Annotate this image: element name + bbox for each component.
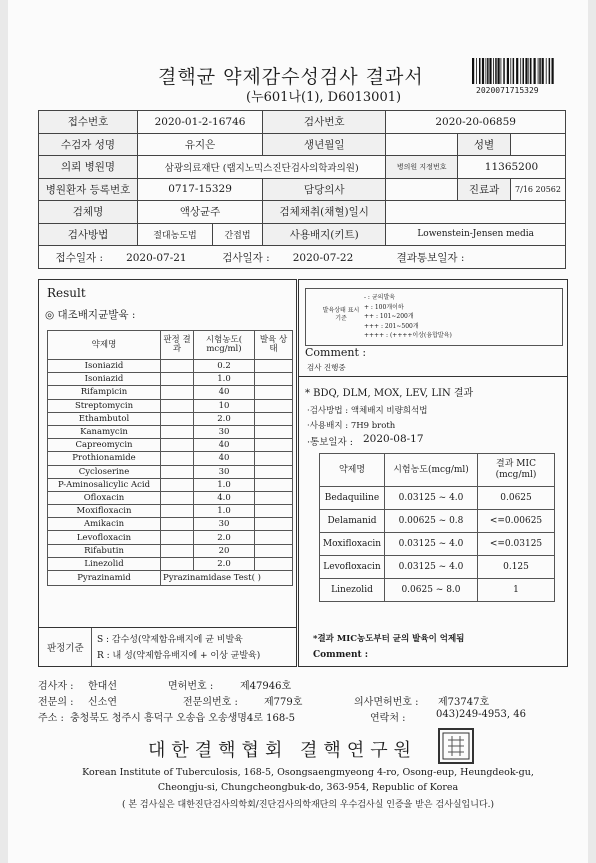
- mic-conc: 0.00625 ~ 0.8: [385, 510, 478, 533]
- drug-name: Amikacin: [48, 518, 161, 531]
- drug-name: Moxifloxacin: [48, 505, 161, 518]
- drug-name: P-Aminosalicylic Acid: [48, 478, 161, 491]
- grade-cell: [161, 557, 194, 570]
- col-growth: 발육 상태: [255, 331, 293, 360]
- grade-cell: [161, 360, 194, 373]
- drug-name: Rifampicin: [48, 386, 161, 399]
- growth-cell: [255, 557, 293, 570]
- conc-cell: 1.0: [194, 478, 255, 491]
- growth-legend: [305, 288, 563, 346]
- conc-cell: 30: [194, 518, 255, 531]
- dept-label: 진료과: [458, 178, 511, 201]
- col-conc: 시험농도( mcg/ml): [194, 331, 255, 360]
- criteria-r: R : 내 성(약제함유배지에 + 이상 균발육): [97, 651, 261, 661]
- method-label: 검사방법: [39, 223, 138, 246]
- grade-cell: [161, 491, 194, 504]
- conc-cell: 1.0: [194, 505, 255, 518]
- growth-cell: [255, 439, 293, 452]
- criteria-box: [39, 627, 296, 666]
- bdq-date-value: 2020-08-17: [363, 433, 424, 445]
- table-row: [320, 556, 555, 579]
- sex-value: [511, 133, 566, 156]
- conc-cell: 10: [194, 399, 255, 412]
- mic-drug: Delamanid: [320, 510, 385, 533]
- dob-value: [386, 133, 458, 156]
- mic-result: 0.125: [478, 556, 555, 579]
- doctor-value: [386, 178, 458, 201]
- mic-drug: Bedaquiline: [320, 487, 385, 510]
- col-drug: 약제명: [48, 331, 161, 360]
- mic-conc: 0.03125 ~ 4.0: [385, 533, 478, 556]
- pza-drug: Pyrazinamid: [48, 571, 161, 586]
- bdq-title: * BDQ, DLM, MOX, LEV, LIN 결과: [305, 388, 474, 399]
- growth-cell: [255, 452, 293, 465]
- collect-label: 검체채취(채혈)일시: [263, 201, 386, 224]
- table-row: [48, 518, 293, 531]
- mic-conc: 0.03125 ~ 4.0: [385, 487, 478, 510]
- legend-lines: [364, 293, 452, 341]
- control-growth-label: ◎ 대조배지균발육 :: [45, 309, 136, 321]
- col-grade: 판정 결과: [161, 331, 194, 360]
- mic-col-result: 결과 MIC (mcg/ml): [478, 454, 555, 487]
- table-row: [48, 544, 293, 557]
- specimen-label: 검체명: [39, 201, 138, 224]
- growth-cell: [255, 373, 293, 386]
- receipt-label: 접수번호: [39, 111, 138, 134]
- comment-value: 검사 진행중: [307, 363, 346, 372]
- growth-cell: [255, 386, 293, 399]
- spec-no-label: 전문의번호 :: [183, 697, 238, 708]
- bdq-medium: ·사용배지 : 7H9 broth: [307, 421, 396, 431]
- table-row: [320, 487, 555, 510]
- table-row: [320, 510, 555, 533]
- grade-cell: [161, 465, 194, 478]
- mic-conc: 0.0625 ~ 8.0: [385, 579, 478, 602]
- grade-cell: [161, 373, 194, 386]
- drug-name: Levofloxacin: [48, 531, 161, 544]
- growth-cell: [255, 425, 293, 438]
- conc-cell: 0.2: [194, 360, 255, 373]
- license-label: 면허번호 :: [168, 681, 214, 692]
- result-panel: [38, 279, 297, 667]
- recv-date-value: 2020-07-21: [126, 251, 187, 264]
- patient-value: 유지은: [138, 133, 263, 156]
- table-row: [48, 478, 293, 491]
- table-row: [48, 439, 293, 452]
- grade-cell: [161, 478, 194, 491]
- legend-line: ++++ : (++++이상(융합발육): [364, 332, 452, 339]
- table-row: [48, 373, 293, 386]
- pza-test: Pyrazinamidase Test( ): [161, 571, 293, 586]
- mic-drug: Moxifloxacin: [320, 533, 385, 556]
- legend-line: + : 100개이하: [364, 303, 404, 311]
- method-indirect: 간접법: [212, 223, 262, 246]
- comment-label: Comment :: [305, 346, 367, 359]
- spec-no-value: 제779호: [264, 697, 303, 708]
- table-row: [48, 505, 293, 518]
- tester-value: 한대선: [88, 681, 117, 692]
- test-date-label: 검사일자 :: [222, 251, 270, 264]
- hospital-label: 의뢰 병원명: [39, 156, 138, 179]
- hospital-code-label: 병의원 지정번호: [386, 156, 458, 179]
- table-row: [48, 452, 293, 465]
- doctor-license-value: 제73747호: [438, 697, 490, 708]
- table-row: [48, 399, 293, 412]
- mic-table: [319, 453, 555, 602]
- recv-date-label: 접수일자 :: [55, 251, 103, 264]
- address-value: 충청북도 청주시 흥덕구 오송읍 오송생명4로 168-5: [70, 713, 295, 724]
- table-row: [48, 412, 293, 425]
- hospital-code-value: 11365200: [458, 156, 566, 179]
- conc-cell: 2.0: [194, 557, 255, 570]
- method-absolute: 절대농도법: [138, 223, 213, 246]
- grade-cell: [161, 452, 194, 465]
- mic-panel: [298, 279, 568, 667]
- grade-cell: [161, 531, 194, 544]
- drug-name: Ethambutol: [48, 412, 161, 425]
- comment2-label: Comment :: [313, 650, 369, 660]
- conc-cell: 1.0: [194, 373, 255, 386]
- barcode-number: 2020071715329: [476, 86, 539, 95]
- org-name: 대한결핵협회 결핵연구원: [148, 740, 417, 761]
- legend-title: 발육상태 표시기준: [322, 307, 360, 322]
- contact-label: 연락처 :: [370, 713, 406, 724]
- table-row: [48, 360, 293, 373]
- grade-cell: [161, 518, 194, 531]
- official-seal: [438, 728, 474, 764]
- legend-line: - : 균의발육: [364, 294, 396, 301]
- test-no-label: 검사번호: [263, 111, 386, 134]
- mic-drug: Levofloxacin: [320, 556, 385, 579]
- legend-line: +++ : 201~500개: [364, 322, 419, 330]
- address-label: 주소 :: [38, 713, 64, 724]
- mic-conc: 0.03125 ~ 4.0: [385, 556, 478, 579]
- grade-cell: [161, 439, 194, 452]
- conc-cell: 30: [194, 465, 255, 478]
- drug-name: Ofloxacin: [48, 491, 161, 504]
- report-page: [8, 0, 588, 863]
- drug-name: Isoniazid: [48, 360, 161, 373]
- table-row: [48, 386, 293, 399]
- table-row: [320, 533, 555, 556]
- criteria-s: S : 감수성(약제함유배지에 균 비발육: [97, 635, 243, 645]
- reagent-label: 사용배지(키트): [263, 223, 386, 246]
- mic-drug: Linezolid: [320, 579, 385, 602]
- growth-cell: [255, 518, 293, 531]
- conc-cell: 40: [194, 452, 255, 465]
- legend-line: ++ : 101~200개: [364, 313, 414, 320]
- table-row: [48, 531, 293, 544]
- certification-note: ( 본 검사실은 대한진단검사의학회/진단검사의학재단의 우수검사실 인증을 받은 검사실입니다.): [121, 800, 494, 810]
- sex-label: 성별: [458, 133, 511, 156]
- drug-name: Cycloserine: [48, 465, 161, 478]
- conc-cell: 40: [194, 439, 255, 452]
- conc-cell: 2.0: [194, 412, 255, 425]
- criteria-label: 판정기준: [47, 643, 84, 654]
- bdq-method: ·검사방법 : 액체배지 비량희석법: [307, 406, 428, 416]
- table-row: [48, 557, 293, 570]
- grade-cell: [161, 412, 194, 425]
- barcode-graphic: [472, 58, 554, 84]
- test-no-value: 2020-20-06859: [386, 111, 566, 134]
- grade-cell: [161, 544, 194, 557]
- grade-cell: [161, 399, 194, 412]
- growth-cell: [255, 531, 293, 544]
- solid-media-table: [47, 330, 293, 586]
- patient-label: 수검자 성명: [39, 133, 138, 156]
- hospital-value: 삼광의료재단 (랩지노믹스진단검사의학과의원): [138, 156, 386, 179]
- conc-cell: 2.0: [194, 531, 255, 544]
- doctor-label: 담당의사: [263, 178, 386, 201]
- contact-value: 043)249-4953, 46: [436, 709, 526, 720]
- license-value: 제47946호: [240, 681, 292, 692]
- patient-info-table: [38, 110, 566, 269]
- receipt-value: 2020-01-2-16746: [138, 111, 263, 134]
- drug-name: Isoniazid: [48, 373, 161, 386]
- grade-cell: [161, 386, 194, 399]
- growth-cell: [255, 544, 293, 557]
- specimen-value: 액상균주: [138, 201, 263, 224]
- table-row: [48, 425, 293, 438]
- table-row: [320, 579, 555, 602]
- drug-name: Kanamycin: [48, 425, 161, 438]
- drug-name: Capreomycin: [48, 439, 161, 452]
- eng-address-line1: Korean Institute of Tuberculosis, 168-5, Osongsaengmyeong 4-ro, Osong-eup, Heungdeok-gu,: [82, 767, 534, 778]
- conc-cell: 40: [194, 386, 255, 399]
- dept-value: 7/16 20562: [511, 178, 566, 201]
- conc-cell: 30: [194, 425, 255, 438]
- reg-label: 병원환자 등록번호: [39, 178, 138, 201]
- report-title: 결핵균 약제감수성검사 결과서: [158, 66, 424, 88]
- growth-cell: [255, 491, 293, 504]
- growth-cell: [255, 505, 293, 518]
- table-row: [48, 491, 293, 504]
- test-date-value: 2020-07-22: [292, 251, 354, 264]
- mic-result: <=0.03125: [478, 533, 555, 556]
- drug-name: Rifabutin: [48, 544, 161, 557]
- bdq-date-label: ·통보일자 :: [307, 437, 353, 448]
- result-label: Result: [47, 286, 86, 300]
- dob-label: 생년월일: [263, 133, 386, 156]
- table-row: [48, 465, 293, 478]
- reg-value: 0717-15329: [138, 178, 263, 201]
- collect-value: [386, 201, 566, 224]
- specialist-value: 신소연: [88, 697, 117, 708]
- mic-result: <=0.00625: [478, 510, 555, 533]
- conc-cell: 4.0: [194, 491, 255, 504]
- growth-cell: [255, 399, 293, 412]
- reagent-value: Lowenstein-Jensen media: [386, 223, 566, 246]
- mic-result: 0.0625: [478, 487, 555, 510]
- mic-result: 1: [478, 579, 555, 602]
- growth-cell: [255, 478, 293, 491]
- conc-cell: 20: [194, 544, 255, 557]
- growth-cell: [255, 465, 293, 478]
- growth-cell: [255, 360, 293, 373]
- report-date-label: 결과통보일자 :: [396, 251, 465, 264]
- growth-cell: [255, 412, 293, 425]
- tester-label: 검사자 :: [38, 681, 74, 692]
- drug-name: Linezolid: [48, 557, 161, 570]
- report-code: (누601나(1), D6013001): [246, 90, 402, 105]
- mic-note: *결과 MIC농도부터 균의 발육이 억제됨: [313, 634, 465, 644]
- mic-col-conc: 시험농도(mcg/ml): [385, 454, 478, 487]
- doctor-license-label: 의사면허번호 :: [354, 697, 419, 708]
- drug-name: Prothionamide: [48, 452, 161, 465]
- grade-cell: [161, 505, 194, 518]
- specialist-label: 전문의 :: [38, 697, 74, 708]
- drug-name: Streptomycin: [48, 399, 161, 412]
- grade-cell: [161, 425, 194, 438]
- mic-col-drug: 약제명: [320, 454, 385, 487]
- eng-address-line2: Cheongju-si, Chungcheongbuk-do, 363-954, Republic of Korea: [157, 782, 459, 793]
